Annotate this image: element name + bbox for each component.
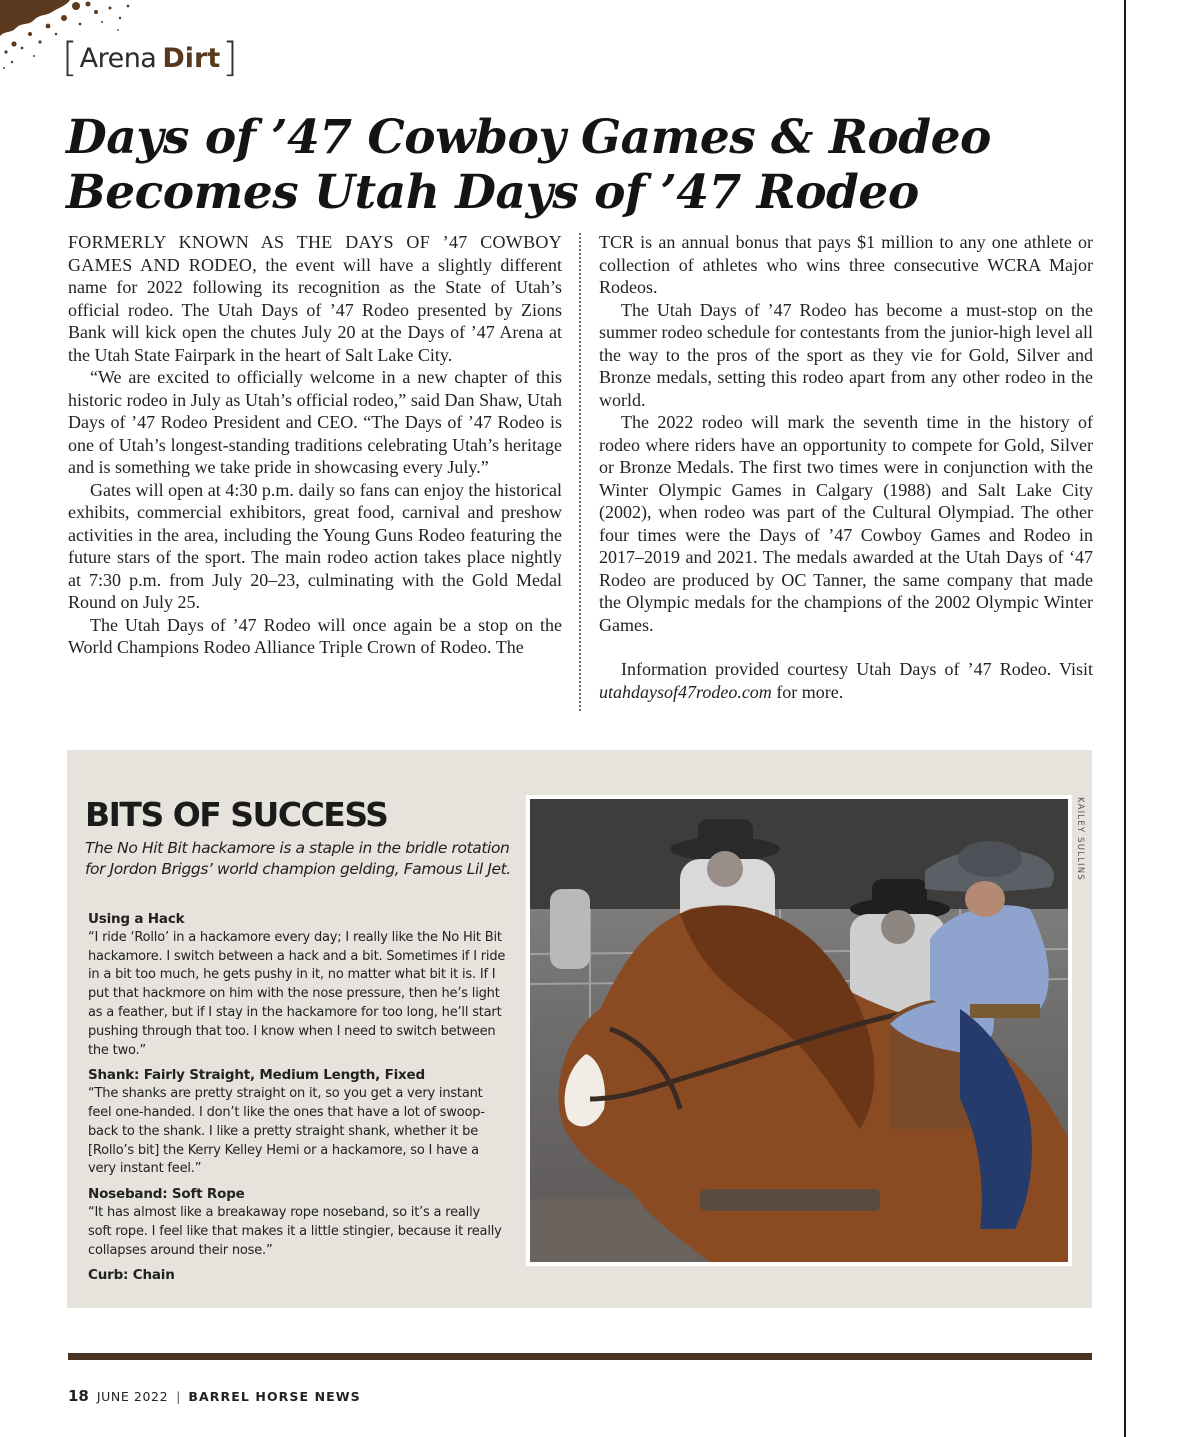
paragraph-spacer: [599, 636, 1093, 658]
credit-url: utahdaysof47rodeo.com: [599, 681, 772, 702]
article-paragraph: The Utah Days of ’47 Rodeo will once again be a stop on the World Champions Rodeo Alliance Triple Crown of Rodeo. The: [68, 614, 562, 657]
issue-date: JUNE 2022: [96, 1388, 169, 1404]
magazine-name: BARREL HORSE NEWS: [188, 1388, 361, 1404]
article-paragraph: The Utah Days of ’47 Rodeo has become a must-stop on the summer rodeo schedule for contestants from the junior-high level all the way to the pros of the sport as they vie for Gold, Silver and Bronze medals, setting this rodeo apart from any other rodeo in the world.: [599, 299, 1093, 410]
article-paragraph: “We are excited to officially welcome in a new chapter of this historic rodeo in July as Utah’s official rodeo,” said Dan Shaw, Utah Days of ’47 Rodeo President and CEO. “The Days of ’47 Rodeo is one of Utah’s longest-standing traditions celebrating Utah’s heritage and is something we take pride in showcasing every July.”: [68, 367, 562, 477]
article-column-left: [68, 231, 562, 659]
sidebar-item-text: “I ride ‘Rollo’ in a hackamore every day; I really like the No Hit Bit hackamore. I switch between a hack and a bit. Sometimes if I ride in a bit too much, he gets pushy in it, no matter what bit it is. If I put that hackmore on him with the nose pressure, then he’s light as a feather, but if I stay in the hackamore for too long, he’ll start pushing through that too. I know when I need to switch between the two.”: [88, 929, 506, 1058]
headline-line-2: Becomes Utah Days of ’47 Rodeo: [66, 165, 919, 220]
credit-text: Information provided courtesy Utah Days of ’47 Rodeo. Visit: [621, 659, 1093, 679]
section-label: [62, 36, 238, 80]
article-headline: [66, 110, 1096, 220]
bracket-open: [: [62, 35, 78, 81]
section-label-light: Arena: [79, 42, 157, 74]
photo-credit-text: KAILEY SULLINS: [1075, 797, 1085, 881]
sidebar-item-text: “The shanks are pretty straight on it, so you get a very instant feel one-handed. I don’t like the ones that have a lot of swoop-back to the shank. I like a pretty straight shank, whether it be [Rollo’s bit] the Kerry Kelley Hemi or a hackamore, so I have a very instant feel.”: [88, 1086, 485, 1177]
sidebar-body: [88, 910, 506, 1285]
article-column-right: [599, 231, 1093, 703]
sidebar-item-heading: Using a Hack: [88, 911, 185, 927]
article-paragraph: [68, 231, 562, 366]
credit-tail: for more.: [771, 681, 844, 702]
article-paragraph: TCR is an annual bonus that pays $1 million to any one athlete or collection of athletes who wins three consecutive WCRA Major Rodeos.: [599, 232, 1093, 297]
article-paragraph: The 2022 rodeo will mark the seventh time in the history of rodeo where riders have an opportunity to compete for Gold, Silver or Bronze Medals. The first two times were in conjunction with the Winter Olympic Games in Calgary (1988) and Salt Lake City (2002), when rodeo was part of the Cultural Olympiad. The other four times were the Days of ’47 Cowboy Games and Rodeo in 2017–2019 and 2021. The medals awarded at the Utah Days of ‘47 Rodeo are produced by OC Tanner, the same company that made the Olympic medals for the champions of the 2002 Olympic Winter Games.: [599, 412, 1093, 635]
footer-rule: [68, 1353, 1092, 1360]
bits-of-success-sidebar: [67, 750, 1092, 1308]
barrel-racer-illustration: [530, 799, 1068, 1262]
lead-in-caps: FORMERLY KNOWN AS THE DAYS OF ’47 COWBOY GAMES AND RODEO,: [68, 232, 562, 275]
bracket-close: ]: [222, 35, 238, 81]
page-edge-rule: [1124, 0, 1126, 1437]
lead-in-rest: the event will have a slightly different name for 2022 following its recognition as the State of Utah’s official rodeo. The Utah Days of ’47 Rodeo presented by Zions Bank will kick open the chutes July 20 at the Days of ’47 Arena at the Utah State Fairpark in the heart of Salt Lake City.: [68, 254, 562, 365]
sidebar-deck: The No Hit Bit hackamore is a staple in the bridle rotation for Jordon Briggs’ world champion gelding, Famous Lil Jet.: [85, 839, 511, 878]
sidebar-item-heading: Shank: Fairly Straight, Medium Length, Fixed: [88, 1067, 425, 1084]
photo-credit: [1069, 797, 1091, 997]
sidebar-item-heading: Noseband: Soft Rope: [88, 1186, 245, 1203]
sidebar-item-text: “It has almost like a breakaway rope noseband, so it’s a really soft rope. I feel like that makes it a little stingier, because it really collapses around their nose.”: [88, 1204, 502, 1258]
section-label-bold: Dirt: [162, 42, 221, 74]
headline-line-1: Days of ’47 Cowboy Games & Rodeo: [66, 110, 991, 165]
article-credit: [599, 658, 1093, 703]
footer-separator: |: [176, 1388, 181, 1404]
sidebar-item-heading: Curb: Chain: [88, 1267, 175, 1284]
article-paragraph: Gates will open at 4:30 p.m. daily so fans can enjoy the historical exhibits, commercial exhibitors, great food, carnival and preshow activities in the area, including the Young Guns Rodeo featuring the future stars of the sport. The main rodeo action takes place nightly at 7:30 p.m. from July 20–23, culminating with the Gold Medal Round on July 25.: [68, 479, 562, 612]
column-divider: [579, 233, 581, 711]
page-number: 18: [68, 1387, 89, 1405]
rodeo-photo: [526, 795, 1072, 1266]
sidebar-title: BITS OF SUCCESS: [85, 795, 388, 834]
page-footer: [68, 1387, 361, 1405]
